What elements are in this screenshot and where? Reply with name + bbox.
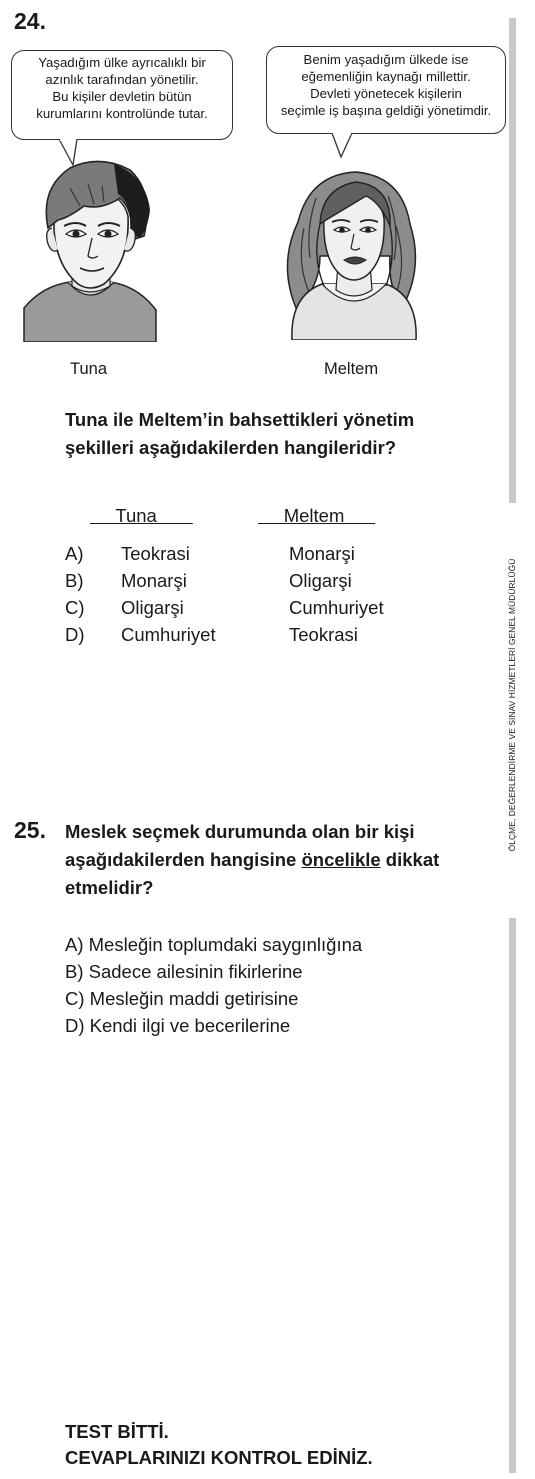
question-line: etmelidir? [65,877,154,898]
test-end-message [65,1419,373,1471]
meltem-illustration [276,168,432,340]
meltem-bubble-tail [328,131,358,161]
speech-line: Devleti yönetecek kişilerin [310,86,462,101]
question-25-options [65,931,362,1039]
speech-line: azınlık tarafından yönetilir. [45,72,199,87]
test-end-line: TEST BİTTİ. [65,1421,169,1442]
option-item[interactable]: C) Mesleğin maddi getirisine [65,988,299,1009]
test-end-line: CEVAPLARINIZI KONTROL EDİNİZ. [65,1447,373,1468]
option-tuna-value: Oligarşi [121,597,184,618]
speech-line: Yaşadığım ülke ayrıcalıklı bir [38,55,206,70]
question-text-part: dikkat [380,849,440,870]
question-line: Tuna ile Meltem’in bahsettikleri yönetim [65,409,415,430]
question-line [65,846,505,874]
speech-line: eğemenliğin kaynağı millettir. [301,69,471,84]
option-row[interactable] [65,567,485,594]
option-row[interactable] [65,540,485,567]
option-item[interactable]: D) Kendi ilgi ve becerilerine [65,1015,291,1036]
option-letter: B) [65,570,84,591]
option-meltem-value: Cumhuriyet [289,597,384,618]
meltem-speech-bubble [266,46,506,134]
option-item[interactable]: A) Mesleğin toplumdaki saygınlığına [65,934,363,955]
column-header-meltem: Meltem [258,505,376,526]
option-letter: D) [65,624,85,645]
option-letter: C) [65,597,85,618]
question-24-text [65,406,505,462]
option-letter: A) [65,543,84,564]
sidebar-institution-text: ÖLÇME, DEĞERLENDİRME VE SINAV HİZMETLERİ GENEL MÜDÜRLÜĞÜ [507,558,517,852]
question-line: Meslek seçmek durumunda olan bir kişi [65,821,415,842]
meltem-name-label: Meltem [324,360,379,378]
speech-line: seçimle iş başına geldiği yönetimdir. [280,103,492,118]
sidebar-bar-bottom [509,918,516,1473]
speech-line: kurumlarını kontrolünde tutar. [36,106,208,121]
question-24-number: 24. [14,8,46,34]
option-item[interactable]: B) Sadece ailesinin fikirlerine [65,961,303,982]
question-25-number: 25. [14,817,46,843]
column-header-tuna: Tuna [90,505,193,526]
emphasis-underlined: öncelikle [301,849,381,870]
tuna-speech-bubble [11,50,233,140]
option-tuna-value: Cumhuriyet [121,624,216,645]
option-row[interactable] [65,594,485,621]
question-25-text [65,818,505,902]
option-tuna-value: Monarşi [121,570,187,591]
tuna-illustration [22,158,158,342]
option-row[interactable] [65,621,485,648]
question-text-part: aşağıdakilerden hangisine [65,849,302,870]
tuna-name-label: Tuna [70,360,107,378]
option-tuna-value: Teokrasi [121,543,190,564]
option-meltem-value: Monarşi [289,543,355,564]
option-meltem-value: Teokrasi [289,624,358,645]
speech-line: Benim yaşadığım ülkede ise [303,52,469,67]
option-meltem-value: Oligarşi [289,570,352,591]
question-line: şekilleri aşağıdakilerden hangileridir? [65,437,397,458]
speech-line: Bu kişiler devletin bütün [52,89,192,104]
sidebar-bar-top [509,18,516,503]
question-24-options [65,540,485,648]
